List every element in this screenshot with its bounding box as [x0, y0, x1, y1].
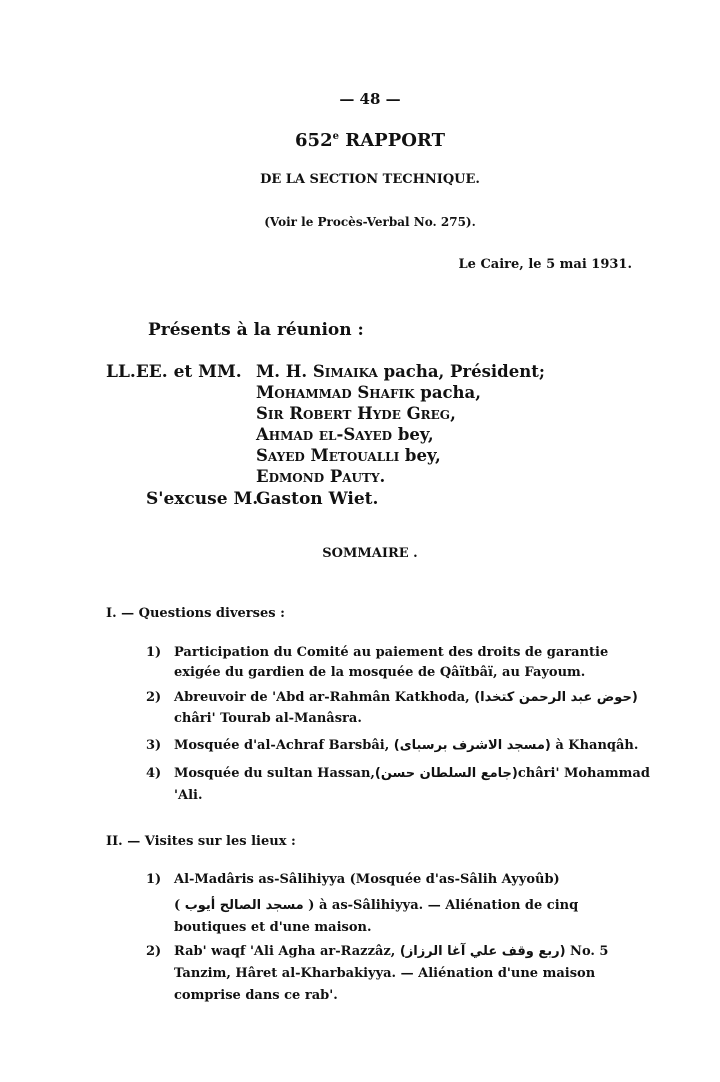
item-text: Mosquée du sultan Hassan,: [174, 766, 375, 781]
attendee-name: M. H. Simaika: [256, 362, 378, 381]
item-3-line-1: [174, 738, 638, 753]
report-title: [0, 130, 720, 151]
arabic-name: مسجد الصالح أيوب: [184, 898, 304, 913]
item-number: 1): [146, 645, 162, 660]
attendee-greg: [256, 404, 456, 423]
section-1-heading: I. — Questions diverses :: [106, 606, 285, 621]
item-1-line-2: exigée du gardien de la mosquée de Qâïtbâï, au Fayoum.: [174, 665, 586, 680]
attendee-name: Edmond Pauty: [256, 467, 380, 486]
section-title: DE LA SECTION TECHNIQUE.: [260, 172, 480, 187]
item-2-line-2: châri' Tourab al-Manâsra.: [174, 711, 362, 726]
attendee-pauty: [256, 467, 385, 486]
attendee-el-sayed: [256, 425, 434, 444]
visit-2-line-3: comprise dans ce rab'.: [174, 988, 338, 1003]
sommaire-heading: SOMMAIRE .: [322, 546, 418, 561]
attendee-simaika: [256, 362, 545, 381]
presents-heading: Présents à la réunion :: [148, 320, 364, 340]
arabic-name: (مسجد الاشرف برسباى): [393, 738, 551, 753]
item-4-line-1: [174, 766, 650, 781]
item-text: Rab' waqf 'Ali Agha ar-Razzâz,: [174, 944, 396, 959]
attendee-title: .: [379, 467, 386, 486]
item-text: Mosquée d'al-Achraf Barsbâi,: [174, 738, 390, 753]
attendee-name: Mohammad Shafik: [256, 383, 415, 402]
attendees-label: LL.EE. et MM.: [106, 362, 242, 382]
item-text: ) à as-Sâlihiyya. — Aliénation de cinq: [308, 898, 579, 913]
attendee-title: pacha, Président;: [377, 362, 545, 381]
page-number: — 48 —: [339, 90, 401, 108]
excused-member: Gaston Wiet.: [256, 489, 379, 509]
arabic-name: (حوض عبد الرحمن كتخدا): [474, 690, 638, 705]
item-text: à Khanqâh.: [550, 738, 639, 753]
item-number: 2): [146, 690, 162, 705]
arabic-name: (جامع السلطان حسن): [374, 766, 518, 781]
section-2-heading: II. — Visites sur les lieux :: [106, 834, 296, 849]
attendee-metoualli: [256, 446, 441, 465]
excuse-label: S'excuse M.: [146, 489, 259, 509]
item-1-line-1: Participation du Comité au paiement des droits de garantie: [174, 645, 609, 660]
attendee-title: bey,: [399, 446, 441, 465]
place-date: Le Caire, le 5 mai 1931.: [458, 257, 632, 272]
attendee-name: Sayed Metoualli: [256, 446, 400, 465]
item-number: 4): [146, 766, 162, 781]
visit-2-line-2: Tanzim, Hâret al-Kharbakiyya. — Aliénation d'une maison: [174, 966, 596, 981]
visit-2-line-1: [174, 944, 608, 959]
proces-verbal-reference: (Voir le Procès-Verbal No. 275).: [264, 215, 476, 229]
visit-1-line-2: [174, 898, 578, 913]
item-text: Abreuvoir de 'Abd ar-Rahmân Katkhoda,: [174, 690, 470, 705]
item-number: 1): [146, 872, 162, 887]
item-text: (: [174, 898, 181, 913]
visit-1-line-3: boutiques et d'une maison.: [174, 920, 372, 935]
attendee-title: pacha,: [414, 383, 481, 402]
item-number: 2): [146, 944, 162, 959]
item-number: 3): [146, 738, 162, 753]
item-text: châri' Mohammad: [517, 766, 650, 781]
report-number: 652: [295, 130, 333, 151]
attendee-name: Sir Robert Hyde Greg: [256, 404, 451, 423]
attendee-title: ,: [450, 404, 456, 423]
item-4-line-2: 'Ali.: [174, 788, 203, 803]
attendee-title: bey,: [392, 425, 434, 444]
attendee-shafik: [256, 383, 481, 402]
report-number-suffix: e: [332, 131, 339, 142]
visit-1-line-1: Al-Madâris as-Sâlihiyya (Mosquée d'as-Sâlih Ayyoûb): [174, 872, 560, 887]
arabic-name: (ربع وقف علي آغا الرزاز): [399, 944, 566, 959]
item-2-line-1: [174, 690, 638, 705]
attendee-name: Ahmad el-Sayed: [256, 425, 393, 444]
item-text: No. 5: [565, 944, 609, 959]
report-title-word: RAPPORT: [345, 130, 445, 151]
